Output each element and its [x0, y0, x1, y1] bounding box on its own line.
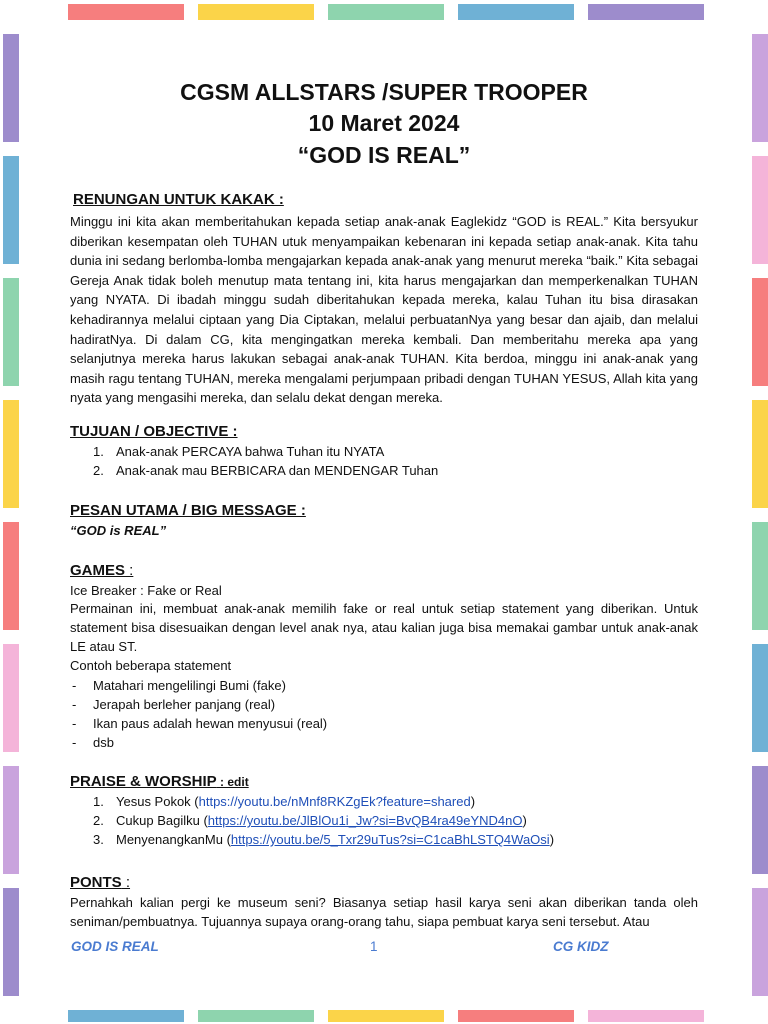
- games-heading-label: GAMES: [70, 562, 126, 579]
- decor-bar-bottom-4: [458, 1010, 574, 1022]
- decor-bar-left-5: [3, 522, 19, 630]
- decor-bar-bottom-2: [198, 1010, 314, 1022]
- decor-bar-right-2: [752, 156, 768, 264]
- decor-bar-bottom-5: [588, 1010, 704, 1022]
- pesan-heading: PESAN UTAMA / BIG MESSAGE :: [70, 502, 306, 519]
- praise-item-2: [116, 811, 527, 830]
- points-heading-label: PONTS: [70, 874, 122, 891]
- praise-heading-suffix: : edit: [216, 775, 249, 789]
- games-item-3-dash: -: [72, 716, 77, 731]
- tujuan-item-1-number: 1.: [93, 444, 104, 459]
- games-heading: [70, 562, 133, 579]
- games-heading-suffix: :: [125, 562, 134, 579]
- pesan-text: “GOD is REAL”: [70, 523, 167, 538]
- praise-item-3-number: 3.: [93, 832, 104, 847]
- praise-item-1-title: Yesus Pokok (: [116, 794, 199, 809]
- tujuan-item-2-number: 2.: [93, 463, 104, 478]
- decor-bar-top-4: [458, 4, 574, 20]
- renungan-heading: RENUNGAN UNTUK KAKAK :: [73, 191, 284, 208]
- tujuan-item-1: Anak-anak PERCAYA bahwa Tuhan itu NYATA: [116, 444, 385, 459]
- games-description: Permainan ini, membuat anak-anak memilih fake or real untuk setiap statement yang diberikan. Untuk statement bisa disesuaikan dengan level anak nya, atau kalian juga bisa memakai gambar untuk anak-anak LE atau ST.: [70, 601, 698, 654]
- footer-left: GOD IS REAL: [71, 939, 159, 954]
- points-paragraph: Pernahkah kalian pergi ke museum seni? Biasanya setiap hasil karya seni akan diberikan tanda oleh seniman/pembuatnya. Tujuannya supaya orang-orang tahu, siapa pembuat karya seni tersebut. Atau: [70, 895, 698, 929]
- decor-bar-bottom-3: [328, 1010, 444, 1022]
- decor-bar-left-7: [3, 766, 19, 874]
- footer-page-number: 1: [370, 939, 378, 954]
- decor-bar-right-6: [752, 644, 768, 752]
- page-title-date: 10 Maret 2024: [308, 110, 460, 136]
- praise-item-3-close: ): [549, 832, 555, 847]
- decor-bar-right-5: [752, 522, 768, 630]
- decor-bar-right-3: [752, 278, 768, 386]
- decor-bar-right-1: [752, 34, 768, 142]
- points-heading: [70, 874, 130, 891]
- decor-bar-left-8: [3, 888, 19, 996]
- praise-item-2-title: Cukup Bagilku (: [116, 813, 208, 828]
- renungan-paragraph: Minggu ini kita akan memberitahukan kepada setiap anak-anak Eaglekidz “GOD is REAL.” Kita bersyukur diberikan kesempatan oleh TUHAN utuk menyampaikan kebenaran ini kepada setiap anak-anak. Kita tahu dunia ini sedang berlomba-lomba mengajarkan kepada anak-anak yang menurut mereka “baik.” Kita sebagai Gereja Anak tidak boleh menutup mata tentang ini, kita harus mengajarkan dan memperkenalkan TUHAN yang NYATA. Di ibadah minggu sudah diberitahukan kepada mereka, kalau Tuhan itu bisa dirasakan kehadirannya melalui ciptaan yang Dia Ciptakan, melalui perbuatanNya yang besar dan ajaib, dan melalui hadiratNya. Di dalam CG, kita mengingatkan mereka kembali. Dan memberitahu mereka apa yang selanjutnya mereka harus lakukan sebagai anak-anak TUHAN. Kita berdoa, minggu ini anak-anak yang masih ragu tentang TUHAN, mereka mengalami perjumpaan pribadi dengan TUHAN YESUS, Allah kita yang nyata yang mengasihi mereka, dan selalu dekat dengan mereka.: [70, 214, 698, 406]
- praise-item-3-title: MenyenangkanMu (: [116, 832, 231, 847]
- praise-heading-label: PRAISE & WORSHIP: [70, 773, 217, 790]
- games-item-2: Jerapah berleher panjang (real): [93, 697, 276, 712]
- praise-item-1-number: 1.: [93, 794, 104, 809]
- footer-right: CG KIDZ: [553, 939, 609, 954]
- praise-heading: [70, 773, 249, 790]
- decor-bar-left-3: [3, 278, 19, 386]
- praise-item-1-link[interactable]: https://youtu.be/nMnf8RKZgEk?feature=shared: [198, 794, 471, 809]
- praise-item-3: [116, 830, 554, 849]
- tujuan-heading: TUJUAN / OBJECTIVE :: [70, 423, 238, 440]
- games-item-4: dsb: [93, 735, 114, 750]
- praise-item-2-close: ): [522, 813, 527, 828]
- praise-item-3-link[interactable]: https://youtu.be/5_Txr29uTus?si=C1caBhLSTQ4WaOsi: [230, 832, 550, 847]
- praise-item-2-link[interactable]: https://youtu.be/JlBlOu1i_Jw?si=BvQB4ra49eYND4nO: [207, 813, 523, 828]
- praise-item-1: [116, 792, 475, 811]
- games-contoh: Contoh beberapa statement: [70, 658, 232, 673]
- decor-bar-left-4: [3, 400, 19, 508]
- decor-bar-left-1: [3, 34, 19, 142]
- games-item-2-dash: -: [72, 697, 77, 712]
- page-title-line-1: CGSM ALLSTARS /SUPER TROOPER: [180, 79, 588, 105]
- page-title-theme: “GOD IS REAL”: [297, 142, 471, 168]
- praise-item-1-close: ): [470, 794, 476, 809]
- points-heading-suffix: :: [121, 874, 131, 891]
- decor-bar-bottom-1: [68, 1010, 184, 1022]
- decor-bar-left-6: [3, 644, 19, 752]
- games-icebreaker: Ice Breaker : Fake or Real: [70, 583, 222, 598]
- praise-item-2-number: 2.: [93, 813, 104, 828]
- decor-bar-top-1: [68, 4, 184, 20]
- decor-bar-right-7: [752, 766, 768, 874]
- games-item-1-dash: -: [72, 678, 77, 693]
- decor-bar-top-3: [328, 4, 444, 20]
- tujuan-item-2: Anak-anak mau BERBICARA dan MENDENGAR Tuhan: [116, 463, 439, 478]
- games-item-4-dash: -: [72, 735, 77, 750]
- decor-bar-left-2: [3, 156, 19, 264]
- decor-bar-top-2: [198, 4, 314, 20]
- decor-bar-right-8: [752, 888, 768, 996]
- games-item-3: Ikan paus adalah hewan menyusui (real): [93, 716, 328, 731]
- decor-bar-right-4: [752, 400, 768, 508]
- decor-bar-top-5: [588, 4, 704, 20]
- games-item-1: Matahari mengelilingi Bumi (fake): [93, 678, 286, 693]
